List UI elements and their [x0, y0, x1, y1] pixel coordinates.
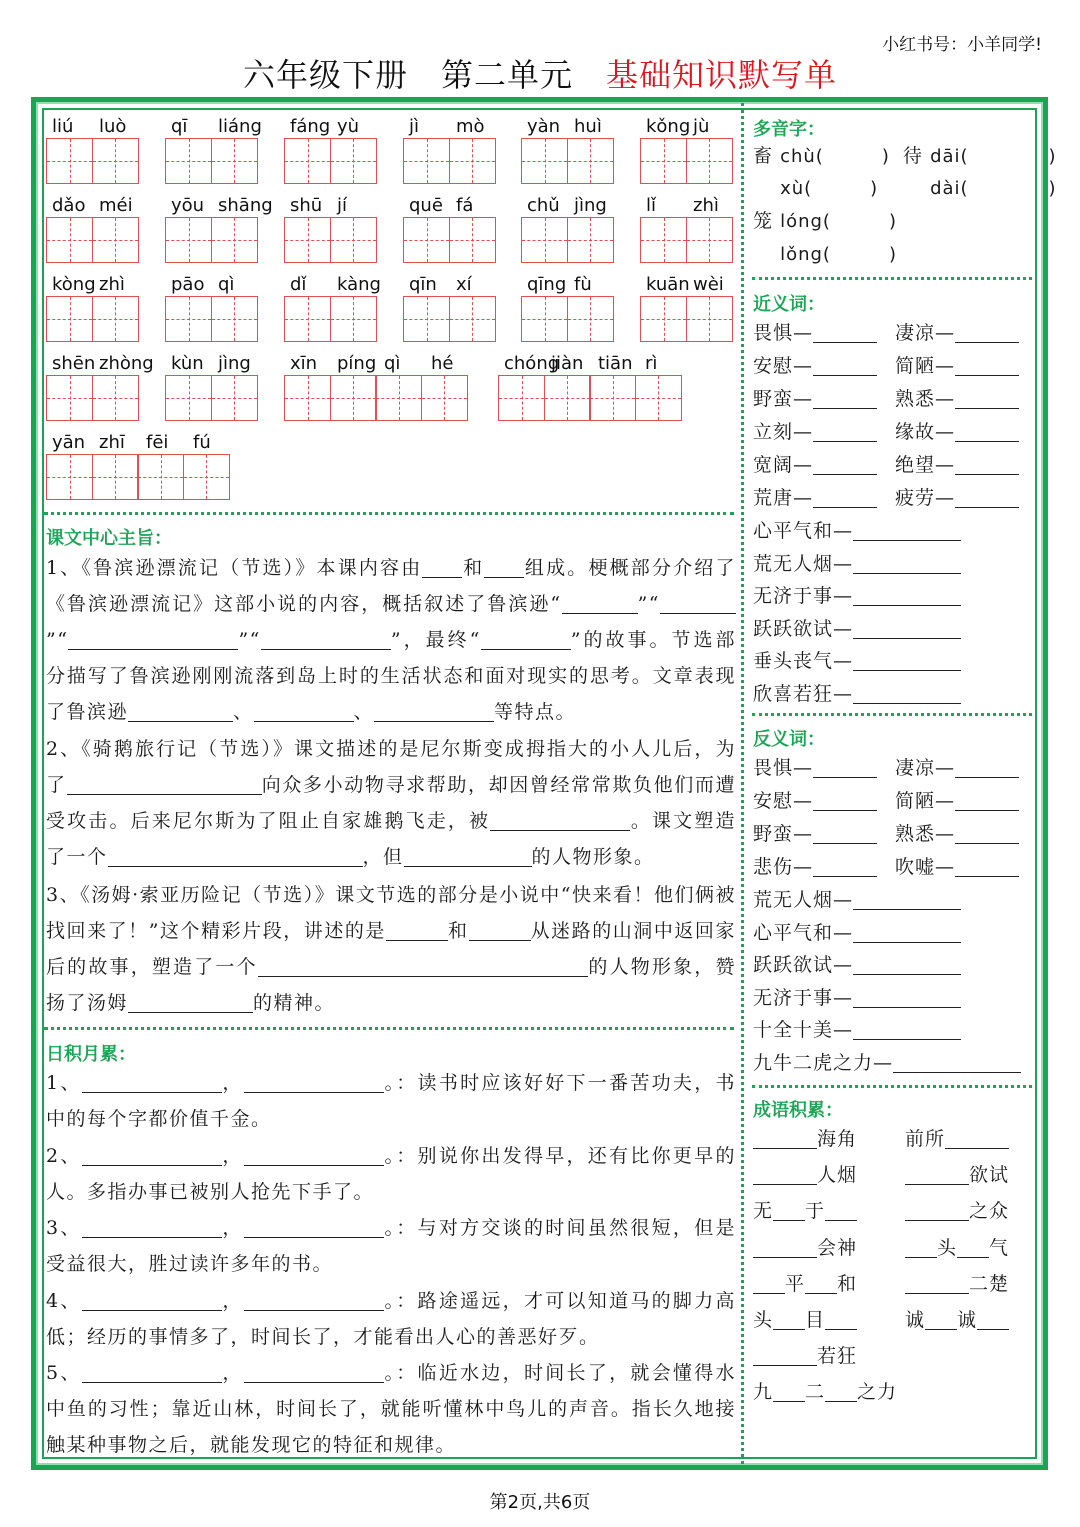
pinyin-label: lǐ: [646, 195, 657, 216]
pinyin-label: chóng: [504, 353, 560, 374]
blank[interactable]: [853, 1018, 961, 1040]
blank[interactable]: [853, 617, 961, 639]
pinyin-label: shū: [290, 195, 323, 216]
writing-cell[interactable]: [211, 296, 258, 342]
pinyin-label: qì: [384, 353, 401, 374]
synonym-item: 缘故—: [895, 417, 1019, 444]
blank[interactable]: [955, 321, 1019, 343]
synonym-item: 立刻—: [753, 417, 877, 444]
antonym-item: 简陋—: [895, 786, 1019, 813]
antonym-item: 凄凉—: [895, 753, 1019, 780]
daily-item: 3、 ， 。：与对方交谈的时间虽然很短，但是受益很大，胜过读许多年的书。: [46, 1217, 736, 1275]
writing-cell[interactable]: [92, 296, 139, 342]
writing-cell[interactable]: [640, 138, 687, 184]
blank[interactable]: [813, 855, 877, 877]
writing-cell[interactable]: [330, 296, 377, 342]
page-title: [0, 50, 1080, 96]
writing-cell[interactable]: [640, 217, 687, 263]
blank[interactable]: [825, 1199, 857, 1221]
synonym-item: 荒唐—: [753, 483, 877, 510]
synonym-item: 凄凉—: [895, 318, 1019, 345]
blank[interactable]: [422, 556, 462, 578]
pinyin-label: shāng: [218, 195, 273, 216]
blank[interactable]: [481, 628, 571, 650]
blank[interactable]: [813, 387, 877, 409]
pinyin-label: fú: [193, 432, 211, 453]
blank[interactable]: [68, 628, 238, 650]
writing-cell[interactable]: [421, 375, 468, 421]
idiom-item: 平 和: [753, 1269, 857, 1296]
pinyin-label: yōu: [171, 195, 205, 216]
synonym-item: 荒无人烟—: [753, 549, 961, 576]
column-divider: [741, 103, 744, 1464]
section-divider: [752, 277, 1032, 280]
main-idea-heading: 课文中心主旨：: [46, 528, 172, 549]
writing-cell[interactable]: [211, 217, 258, 263]
writing-cell[interactable]: [567, 138, 614, 184]
pinyin-label: yù: [337, 116, 360, 137]
blank[interactable]: [258, 955, 588, 977]
polyphone-reading: dài( ): [930, 178, 1057, 199]
writing-cell[interactable]: [589, 375, 636, 421]
antonym-item: 无济于事—: [753, 983, 961, 1010]
writing-cell[interactable]: [449, 217, 496, 263]
pinyin-label: zhì: [693, 195, 719, 216]
blank[interactable]: [955, 387, 1019, 409]
polyphone-char: 畜: [753, 145, 774, 167]
writing-cell[interactable]: [567, 296, 614, 342]
antonym-item: 安慰—: [753, 786, 877, 813]
section-divider: [44, 1027, 734, 1030]
title-unit: 六年级下册 第二单元: [242, 56, 606, 94]
writing-cell[interactable]: [92, 217, 139, 263]
writing-cell[interactable]: [498, 375, 545, 421]
pinyin-label: chù(: [780, 146, 824, 167]
pinyin-label: qīng: [527, 274, 567, 295]
blank[interactable]: [957, 1236, 989, 1258]
writing-cell[interactable]: [165, 138, 212, 184]
pinyin-label: kuān: [646, 274, 690, 295]
writing-cell[interactable]: [46, 375, 93, 421]
pinyin-label: jí: [337, 195, 348, 216]
writing-cell[interactable]: [284, 296, 331, 342]
idiom-item: 二楚: [905, 1269, 1009, 1296]
blank[interactable]: [108, 845, 363, 867]
blank[interactable]: [813, 822, 877, 844]
antonym-item: 九牛二虎之力—: [753, 1048, 1021, 1075]
pinyin-label: dǐ: [290, 274, 307, 295]
blank[interactable]: [562, 592, 638, 614]
idiom-item: 会神: [753, 1233, 857, 1260]
blank[interactable]: [905, 1236, 937, 1258]
blank[interactable]: [67, 773, 262, 795]
blank[interactable]: [955, 486, 1019, 508]
blank[interactable]: [813, 420, 877, 442]
synonym-item: 畏惧—: [753, 318, 877, 345]
blank[interactable]: [893, 1051, 1021, 1073]
blank[interactable]: [753, 1163, 817, 1185]
pinyin-label: mò: [456, 116, 485, 137]
antonym-item: 熟悉—: [895, 819, 1019, 846]
blank[interactable]: [244, 1361, 384, 1383]
writing-cell[interactable]: [165, 217, 212, 263]
idiom-item: 若狂: [753, 1341, 857, 1368]
blank[interactable]: [773, 1380, 805, 1402]
blank[interactable]: [853, 953, 961, 975]
blank[interactable]: [825, 1380, 857, 1402]
synonym-item: 宽阔—: [753, 450, 877, 477]
blank[interactable]: [82, 1071, 222, 1093]
pinyin-label: jù: [693, 116, 710, 137]
writing-cell[interactable]: [211, 375, 258, 421]
pinyin-label: dāi(: [930, 146, 969, 167]
writing-cell[interactable]: [330, 138, 377, 184]
pinyin-label: píng: [337, 353, 377, 374]
blank[interactable]: [244, 1071, 384, 1093]
pinyin-label: jiàn: [551, 353, 584, 374]
blank[interactable]: [82, 1361, 222, 1383]
blank[interactable]: [813, 789, 877, 811]
pinyin-label: fá: [456, 195, 474, 216]
blank[interactable]: [955, 756, 1019, 778]
antonym-item: 野蛮—: [753, 819, 877, 846]
pinyin-label: pāo: [171, 274, 205, 295]
blank[interactable]: [813, 486, 877, 508]
idiom-item: 诚 诚: [905, 1305, 1009, 1332]
polyphone-heading: 多音字：: [753, 119, 825, 140]
writing-cell[interactable]: [92, 375, 139, 421]
synonym-item: 熟悉—: [895, 384, 1019, 411]
pinyin-label: jìng: [574, 195, 607, 216]
synonym-item: 欣喜若狂—: [753, 679, 961, 706]
writing-cell[interactable]: [521, 217, 568, 263]
antonym-item: 吹嘘—: [895, 852, 1019, 879]
blank[interactable]: [244, 1289, 384, 1311]
writing-cell[interactable]: [330, 217, 377, 263]
writing-cell[interactable]: [46, 217, 93, 263]
pinyin-label: wèi: [693, 274, 724, 295]
idiom-item: 人烟: [753, 1160, 857, 1187]
blank[interactable]: [753, 1344, 817, 1366]
pinyin-label: tiān: [598, 353, 633, 374]
blank[interactable]: [853, 986, 961, 1008]
antonym-item: 十全十美—: [753, 1015, 961, 1042]
idiom-item: 无 于: [753, 1196, 857, 1223]
blank[interactable]: [128, 991, 253, 1013]
pinyin-label: xù(: [780, 178, 813, 199]
pinyin-label: dǎo: [52, 195, 86, 216]
synonym-item: 简陋—: [895, 351, 1019, 378]
writing-cell[interactable]: [403, 217, 450, 263]
blank[interactable]: [805, 1272, 837, 1294]
pinyin-label: fáng: [290, 116, 331, 137]
daily-item: 5、 ， 。：临近水边，时间长了，就会懂得水中鱼的习性；靠近山林，时间长了，就能听懂林中鸟儿的声音。指长久地接触某种事物之后，就能发现它的特征和规律。: [46, 1362, 736, 1456]
writing-cell[interactable]: [183, 454, 230, 500]
daily-item: 2、 ， 。：别说你出发得早，还有比你更早的人。多指办事已被别人抢先下手了。: [46, 1145, 736, 1203]
blank[interactable]: [404, 845, 532, 867]
pinyin-label: huì: [574, 116, 602, 137]
blank[interactable]: [955, 855, 1019, 877]
pinyin-label: fēi: [146, 432, 169, 453]
section-divider: [44, 512, 734, 515]
brand-label: 小红书号：小羊同学!: [882, 35, 1042, 55]
synonym-item: 安慰—: [753, 351, 877, 378]
writing-cell[interactable]: [284, 375, 331, 421]
main-idea-p2: 2、《骑鹅旅行记（节选）》课文描述的是尼尔斯变成拇指大的小人儿后，为了 向众多小动物寻求帮助，却因曾经常常欺负他们而遭受攻击。后来尼尔斯为了阻止自家雄鹅飞走，被 。课文塑造了一个 ，但 的人物形象。: [46, 738, 736, 868]
pinyin-label: qīn: [409, 274, 437, 295]
pinyin-label: xí: [456, 274, 472, 295]
pinyin-label: jì: [409, 116, 420, 137]
writing-cell[interactable]: [635, 375, 682, 421]
idiom-bank-heading: 成语积累：: [753, 1100, 843, 1121]
antonym-item: 荒无人烟—: [753, 885, 961, 912]
blank[interactable]: [773, 1308, 805, 1330]
blank[interactable]: [469, 919, 531, 941]
daily-item: 1、 ， 。：读书时应该好好下一番苦功夫，书中的每个字都价值千金。: [46, 1072, 736, 1130]
blank[interactable]: [773, 1199, 805, 1221]
synonym-item: 绝望—: [895, 450, 1019, 477]
writing-cell[interactable]: [686, 217, 733, 263]
pinyin-label: méi: [99, 195, 133, 216]
blank[interactable]: [905, 1199, 969, 1221]
idiom-item: 之众: [905, 1196, 1009, 1223]
pinyin-label: qī: [171, 116, 188, 137]
writing-cell[interactable]: [46, 296, 93, 342]
synonym-item: 无济于事—: [753, 581, 961, 608]
pinyin-label: kǒng: [646, 116, 691, 137]
pinyin-label: zhī: [99, 432, 125, 453]
pinyin-label: yàn: [527, 116, 561, 137]
blank[interactable]: [753, 1236, 817, 1258]
page-number: 第2页,共6页: [489, 1492, 591, 1513]
idiom-item: 海角: [753, 1124, 857, 1151]
pinyin-label: liú: [52, 116, 74, 137]
blank[interactable]: [386, 919, 448, 941]
pinyin-label: shēn: [52, 353, 96, 374]
main-idea-p1: 1、《鲁滨逊漂流记（节选）》本课内容由 和 组成。梗概部分介绍了《鲁滨逊漂流记》这部小说的内容，概括叙述了鲁滨逊“ ”“”“ ”“ ”，最终“ ”的故事。节选部分描写了鲁滨逊刚刚流落到岛上时的生活状态和面对现实的思考。文章表现了鲁滨逊 、 、 等特点。: [46, 557, 736, 723]
antonym-item: 跃跃欲试—: [753, 950, 961, 977]
writing-cell[interactable]: [165, 296, 212, 342]
idiom-item: 前所: [905, 1124, 1009, 1151]
pinyin-label: yān: [52, 432, 86, 453]
pinyin-label: lóng(: [780, 211, 831, 232]
pinyin-label: zhòng: [99, 353, 154, 374]
blank[interactable]: [853, 519, 961, 541]
blank[interactable]: [82, 1144, 222, 1166]
blank[interactable]: [490, 809, 630, 831]
writing-cell[interactable]: [403, 138, 450, 184]
polyphone-char: 待: [903, 145, 924, 167]
pinyin-label: quē: [409, 195, 443, 216]
blank[interactable]: [484, 556, 524, 578]
writing-cell[interactable]: [544, 375, 591, 421]
polyphone-reading: xù( ): [780, 178, 879, 199]
writing-cell[interactable]: [284, 138, 331, 184]
blank[interactable]: [955, 453, 1019, 475]
pinyin-label: chǔ: [527, 195, 560, 216]
antonym-item: 悲伤—: [753, 852, 877, 879]
blank[interactable]: [905, 1163, 969, 1185]
blank[interactable]: [753, 1127, 817, 1149]
blank[interactable]: [945, 1127, 1009, 1149]
synonym-item: 垂头丧气—: [753, 646, 961, 673]
polyphone-char: 笼: [753, 210, 774, 232]
writing-cell[interactable]: [375, 375, 422, 421]
section-divider: [752, 713, 1032, 716]
pinyin-label: kàng: [337, 274, 381, 295]
blank[interactable]: [813, 354, 877, 376]
pinyin-label: kòng: [52, 274, 96, 295]
writing-cell[interactable]: [165, 375, 212, 421]
section-divider: [752, 1085, 1032, 1088]
polyphone-reading: 待 dāi( ): [903, 145, 1057, 167]
synonym-item: 野蛮—: [753, 384, 877, 411]
blank[interactable]: [925, 1308, 957, 1330]
blank[interactable]: [853, 552, 961, 574]
blank[interactable]: [753, 1272, 785, 1294]
synonym-item: 疲劳—: [895, 483, 1019, 510]
writing-cell[interactable]: [521, 138, 568, 184]
writing-cell[interactable]: [686, 296, 733, 342]
pinyin-label: kùn: [171, 353, 204, 374]
blank[interactable]: [82, 1289, 222, 1311]
blank[interactable]: [955, 789, 1019, 811]
blank[interactable]: [261, 628, 391, 650]
blank[interactable]: [955, 354, 1019, 376]
pinyin-label: xīn: [290, 353, 318, 374]
blank[interactable]: [853, 888, 961, 910]
polyphone-reading: lǒng( ): [780, 244, 897, 265]
antonym-item: 畏惧—: [753, 753, 877, 780]
polyphone-reading: 畜 chù( ): [753, 145, 890, 167]
antonym-heading: 反义词：: [753, 729, 825, 750]
synonym-item: 心平气和—: [753, 516, 961, 543]
writing-cell[interactable]: [46, 454, 93, 500]
idiom-item: 欲试: [905, 1160, 1009, 1187]
blank[interactable]: [128, 700, 233, 722]
writing-cell[interactable]: [449, 138, 496, 184]
pinyin-label: lǒng(: [780, 244, 831, 265]
blank[interactable]: [813, 453, 877, 475]
title-sheet: 基础知识默写单: [606, 56, 838, 94]
writing-cell[interactable]: [567, 217, 614, 263]
writing-cell[interactable]: [403, 296, 450, 342]
writing-cell[interactable]: [449, 296, 496, 342]
idiom-item: 头 目: [753, 1305, 857, 1332]
pinyin-label: qì: [218, 274, 235, 295]
pinyin-label: fù: [574, 274, 592, 295]
polyphone-reading: 笼 lóng( ): [753, 210, 897, 232]
writing-cell[interactable]: [686, 138, 733, 184]
blank[interactable]: [955, 420, 1019, 442]
writing-cell[interactable]: [330, 375, 377, 421]
synonym-item: 跃跃欲试—: [753, 614, 961, 641]
pinyin-label: zhì: [99, 274, 125, 295]
blank[interactable]: [254, 700, 354, 722]
writing-cell[interactable]: [211, 138, 258, 184]
writing-cell[interactable]: [137, 454, 184, 500]
antonym-item: 心平气和—: [753, 918, 961, 945]
pinyin-label: luò: [99, 116, 127, 137]
blank[interactable]: [905, 1272, 969, 1294]
blank[interactable]: [853, 921, 961, 943]
blank[interactable]: [660, 592, 736, 614]
blank[interactable]: [825, 1308, 857, 1330]
writing-cell[interactable]: [521, 296, 568, 342]
pinyin-label: hé: [431, 353, 454, 374]
pinyin-label: rì: [645, 353, 658, 374]
pinyin-label: jìng: [218, 353, 251, 374]
blank[interactable]: [244, 1216, 384, 1238]
daily-item: 4、 ， 。：路途遥远，才可以知道马的脚力高低；经历的事情多了，时间长了，才能看出人心的善恶好歹。: [46, 1290, 736, 1348]
blank[interactable]: [853, 682, 961, 704]
writing-cell[interactable]: [640, 296, 687, 342]
idiom-item: 头 气: [905, 1233, 1009, 1260]
blank[interactable]: [853, 584, 961, 606]
writing-cell[interactable]: [46, 138, 93, 184]
pinyin-label: liáng: [218, 116, 262, 137]
blank[interactable]: [955, 822, 1019, 844]
blank[interactable]: [853, 649, 961, 671]
blank[interactable]: [813, 321, 877, 343]
blank[interactable]: [374, 700, 494, 722]
blank[interactable]: [244, 1144, 384, 1166]
idiom-item: 九 二 之力: [753, 1381, 898, 1404]
blank[interactable]: [813, 756, 877, 778]
pinyin-label: dài(: [930, 178, 969, 199]
synonym-heading: 近义词：: [753, 294, 825, 315]
main-idea-p3: 3、《汤姆·索亚历险记（节选）》课文节选的部分是小说中“快来看！他们俩被找回来了！”这个精彩片段，讲述的是 和 从迷路的山洞中返回家后的故事，塑造了一个 的人物形象，赞扬了汤姆 的精神。: [46, 884, 736, 1014]
blank[interactable]: [82, 1216, 222, 1238]
writing-cell[interactable]: [92, 138, 139, 184]
writing-cell[interactable]: [92, 454, 139, 500]
daily-heading: 日积月累：: [46, 1044, 136, 1065]
writing-cell[interactable]: [284, 217, 331, 263]
blank[interactable]: [977, 1308, 1009, 1330]
